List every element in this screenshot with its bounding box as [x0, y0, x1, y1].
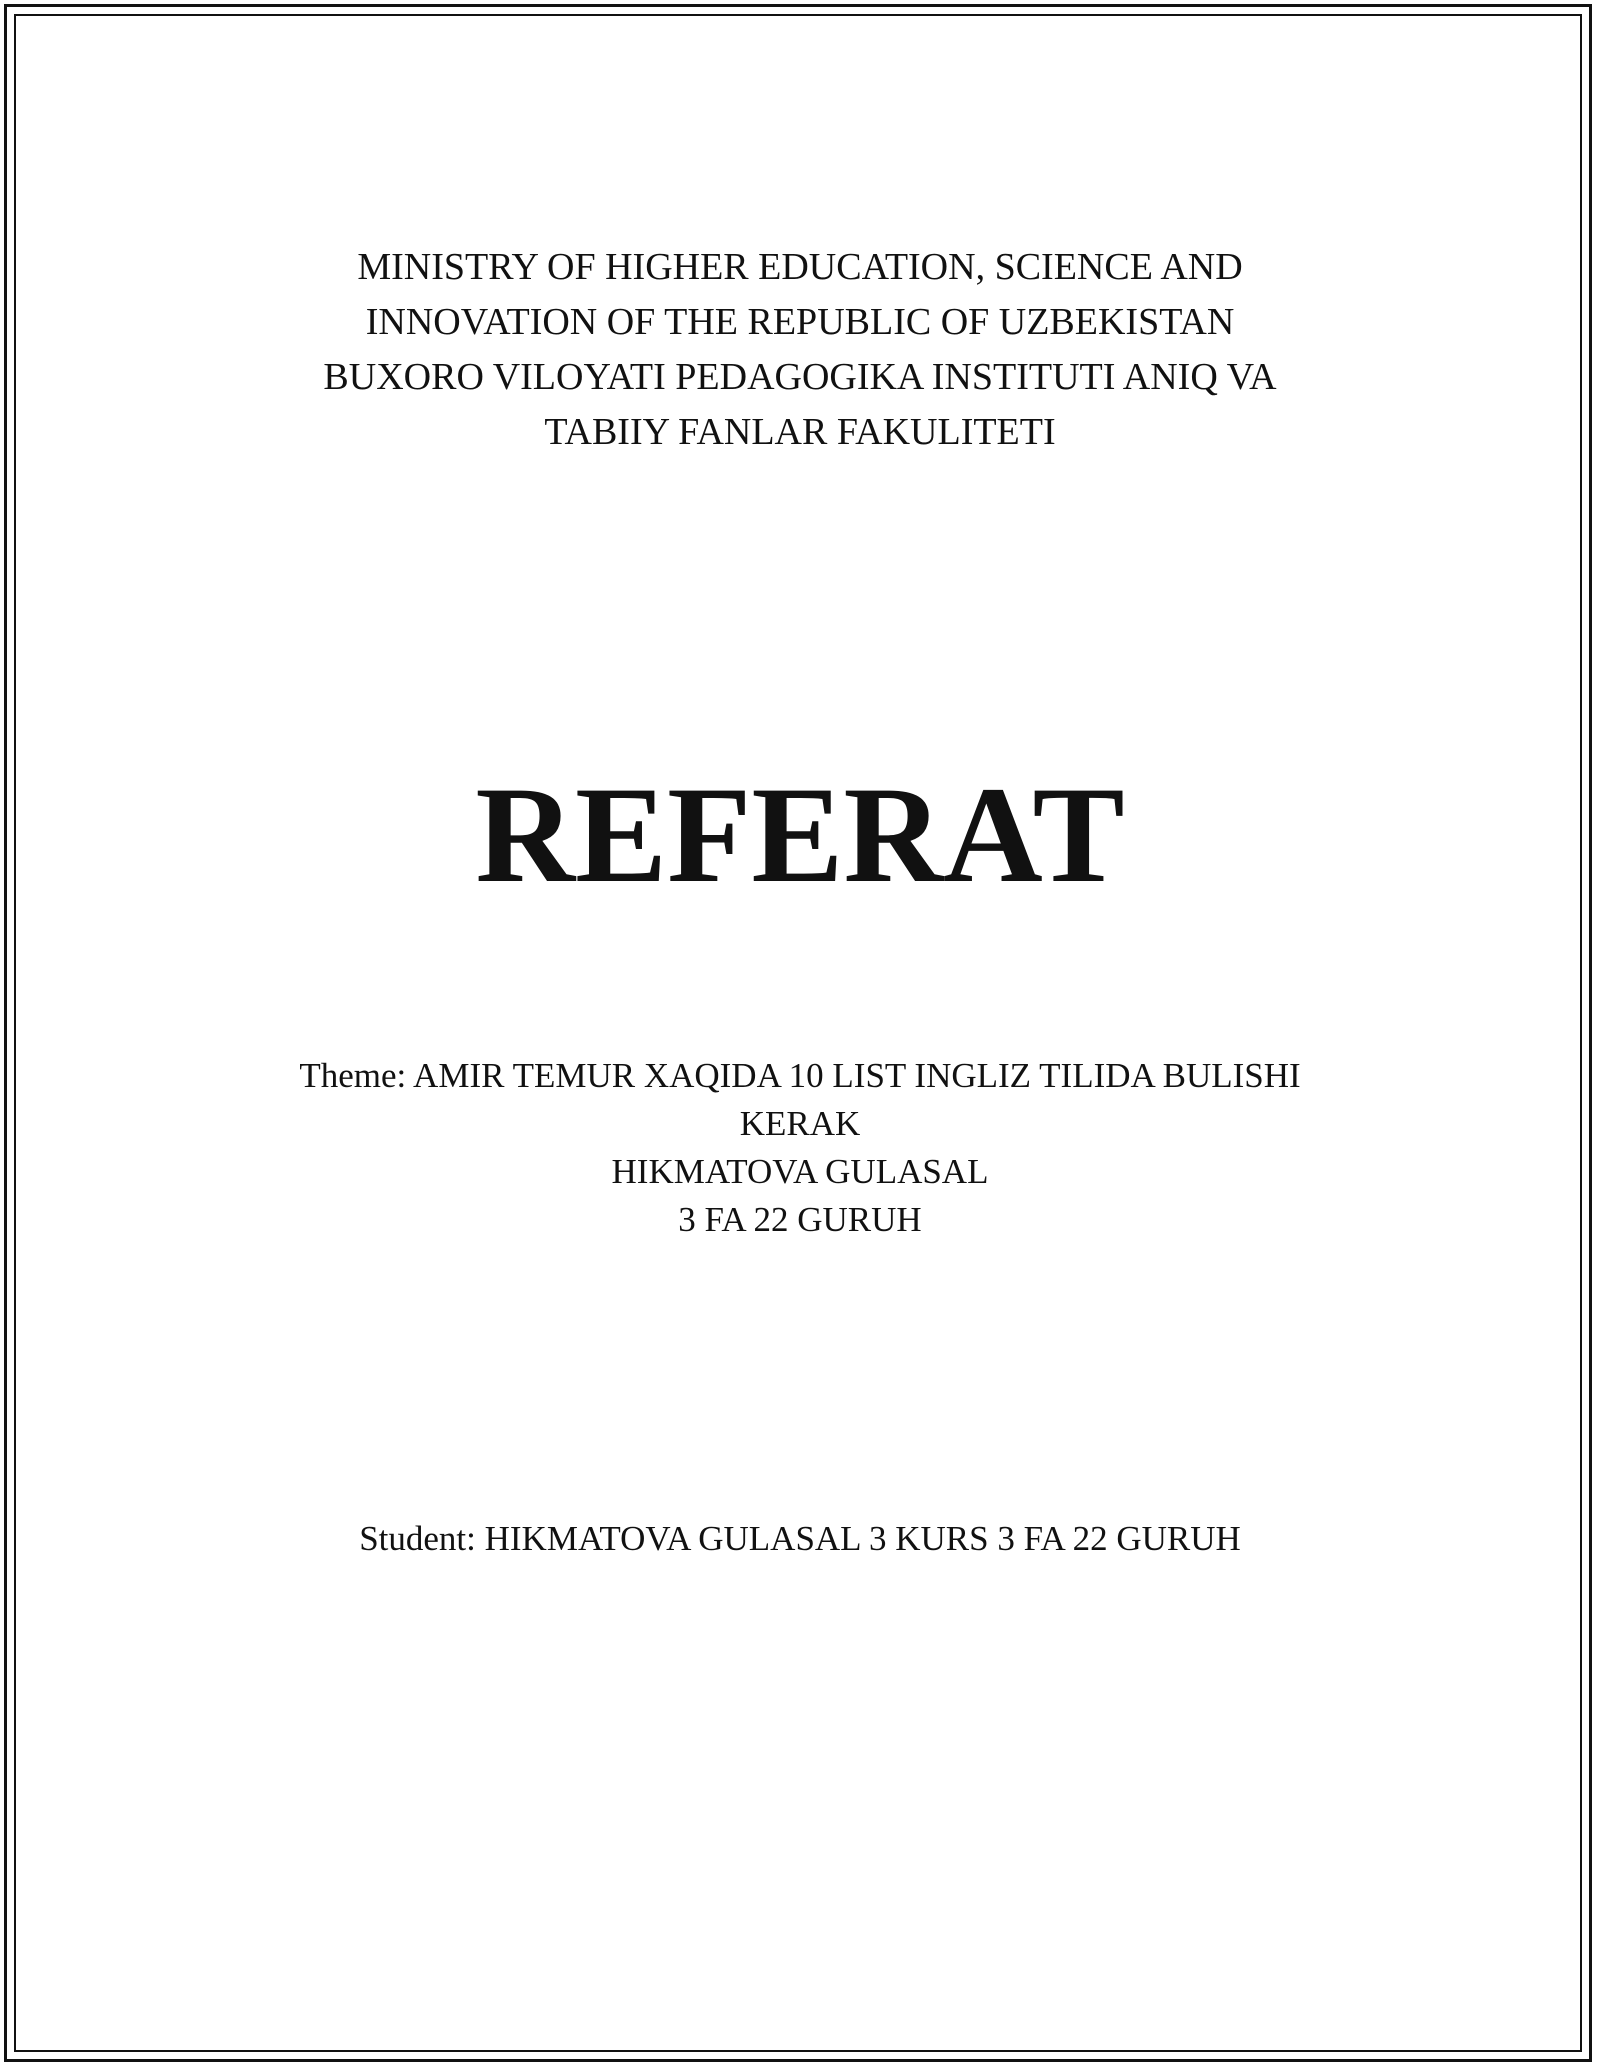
institution-header [200, 240, 1400, 460]
author-name: HIKMATOVA GULASAL [611, 1152, 989, 1191]
document-title: REFERAT [475, 758, 1125, 911]
theme-line: KERAK [739, 1104, 861, 1143]
header-line: INNOVATION OF THE REPUBLIC OF UZBEKISTAN [365, 301, 1235, 343]
group-name: 3 FA 22 GURUH [678, 1200, 922, 1239]
theme-line: Theme: AMIR TEMUR XAQIDA 10 LIST INGLIZ TILIDA BULISHI [299, 1056, 1301, 1095]
theme-block [200, 1052, 1400, 1244]
header-line: MINISTRY OF HIGHER EDUCATION, SCIENCE AND [357, 246, 1243, 288]
header-line: BUXORO VILOYATI PEDAGOGIKA INSTITUTI ANIQ VA [323, 356, 1277, 398]
student-info: Student: HIKMATOVA GULASAL 3 KURS 3 FA 22 GURUH [359, 1519, 1241, 1558]
header-line: TABIIY FANLAR FAKULITETI [544, 411, 1056, 453]
